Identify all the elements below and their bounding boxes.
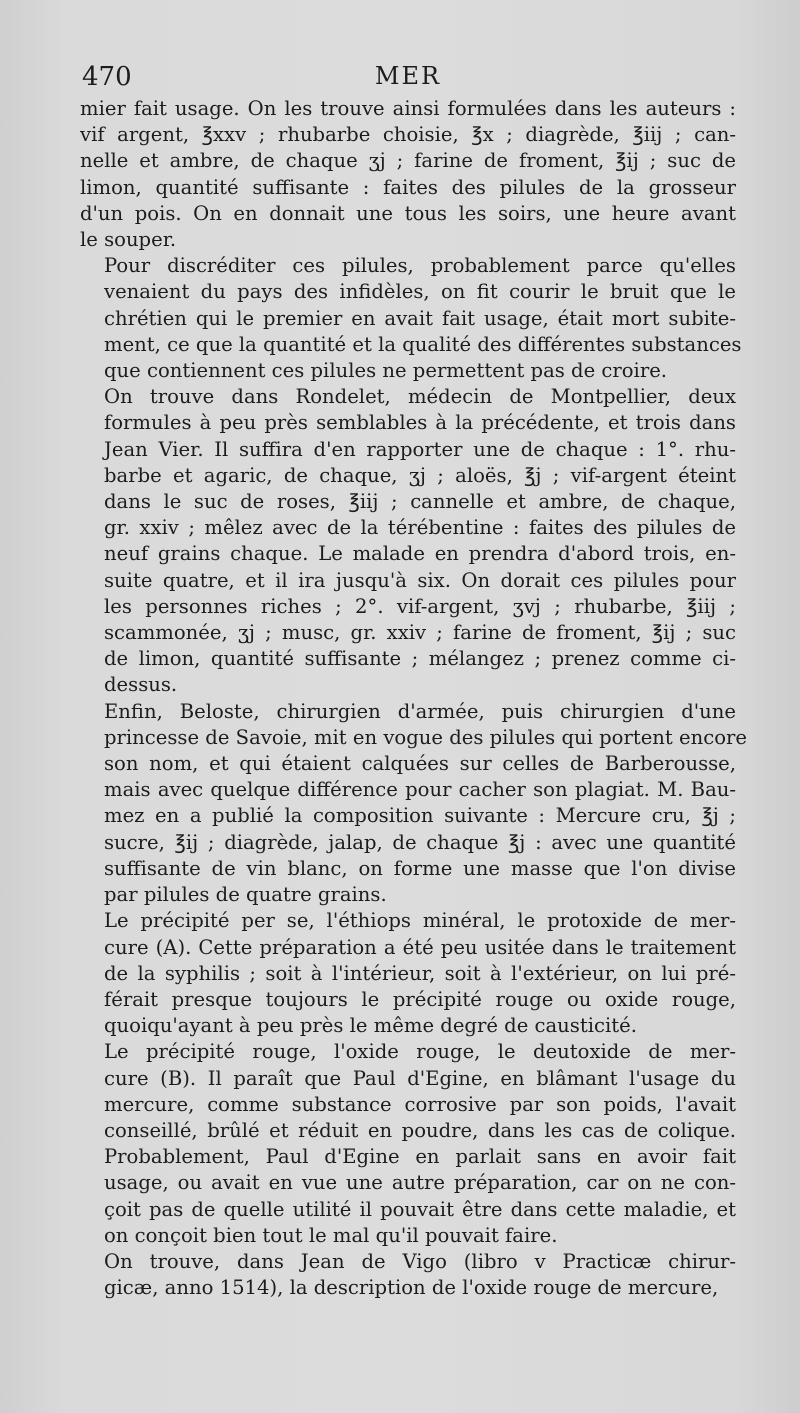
text-line: on conçoit bien tout le mal qu'il pouvait faire. — [104, 1223, 558, 1247]
text-line: mercure, comme substance corrosive par son poids, l'avait — [104, 1092, 736, 1116]
text-line: Jean Vier. Il suffira d'en rapporter une de chaque : 1°. rhu- — [104, 437, 736, 461]
paragraph — [80, 1249, 736, 1301]
text-line: suite quatre, et il ira jusqu'à six. On dorait ces pilules pour — [104, 568, 736, 592]
text-line: limon, quantité suffisante : faites des pilules de la grosseur — [80, 175, 736, 199]
page-number: 470 — [82, 62, 132, 92]
text-line: nelle et ambre, de chaque ʒj ; farine de froment, ℥ij ; suc de — [80, 149, 736, 173]
paragraph — [80, 96, 736, 253]
text-line: cure (A). Cette préparation a été peu usitée dans le traitement — [104, 935, 736, 959]
text-line: conseillé, brûlé et réduit en poudre, dans les cas de colique. — [104, 1118, 736, 1142]
paragraph — [80, 253, 742, 384]
text-line: chrétien qui le premier en avait fait usage, était mort subite- — [104, 306, 736, 330]
text-line: son nom, et qui étaient calquées sur celles de Barberousse, — [104, 752, 736, 776]
text-line: que contiennent ces pilules ne permettent pas de croire. — [104, 359, 668, 383]
text-line: scammonée, ʒj ; musc, gr. xxiv ; farine de froment, ℥ij ; suc — [104, 621, 736, 645]
text-line: On trouve dans Rondelet, médecin de Montpellier, deux — [104, 385, 736, 409]
text-line: Pour discréditer ces pilules, probablement parce qu'elles — [104, 254, 736, 278]
paragraph — [80, 384, 736, 698]
page-header — [82, 62, 734, 96]
text-line: çoit pas de quelle utilité il pouvait être dans cette maladie, et — [104, 1197, 736, 1221]
text-line: d'un pois. On en donnait une tous les soirs, une heure avant — [80, 201, 736, 225]
text-line: par pilules de quatre grains. — [104, 883, 387, 907]
text-line: barbe et agaric, de chaque, ʒj ; aloës, ℥j ; vif-argent éteint — [104, 463, 736, 487]
text-line: On trouve, dans Jean de Vigo (libro v Practicæ chirur- — [104, 1249, 736, 1273]
text-line: le souper. — [80, 228, 177, 252]
text-line: les personnes riches ; 2°. vif-argent, ʒvj ; rhubarbe, ℥iij ; — [104, 594, 736, 618]
body-text — [80, 96, 747, 1301]
paragraph — [80, 1039, 736, 1249]
text-line: quoiqu'ayant à peu près le même degré de causticité. — [104, 1014, 637, 1038]
text-line: mais avec quelque différence pour cacher son plagiat. M. Bau- — [104, 778, 736, 802]
text-line: neuf grains chaque. Le malade en prendra d'abord trois, en- — [104, 542, 736, 566]
text-line: mez en a publié la composition suivante : Mercure cru, ℥j ; — [104, 804, 736, 828]
text-line: gr. xxiv ; mêlez avec de la térébentine : faites des pilules de — [104, 516, 736, 540]
text-line: vif argent, ℥xxv ; rhubarbe choisie, ℥x ; diagrède, ℥iij ; can- — [80, 123, 736, 147]
text-line: venaient du pays des infidèles, on fit courir le bruit que le — [104, 280, 736, 304]
text-line: Probablement, Paul d'Egine en parlait sans en avoir fait — [104, 1145, 736, 1169]
text-line: princesse de Savoie, mit en vogue des pilules qui portent encore — [104, 725, 747, 749]
paragraph — [80, 908, 736, 1039]
text-line: gicæ, anno 1514), la description de l'oxide rouge de mercure, — [104, 1276, 719, 1300]
text-line: Enfin, Beloste, chirurgien d'armée, puis chirurgien d'une — [104, 699, 736, 723]
text-line: suffisante de vin blanc, on forme une masse que l'on divise — [104, 856, 736, 880]
text-line: Le précipité per se, l'éthiops minéral, le protoxide de mer- — [104, 909, 736, 933]
text-line: de limon, quantité suffisante ; mélangez ; prenez comme ci- — [104, 647, 736, 671]
text-line: usage, ou avait en vue une autre préparation, car on ne con- — [104, 1171, 736, 1195]
text-line: Le précipité rouge, l'oxide rouge, le deutoxide de mer- — [104, 1040, 736, 1064]
running-head: MER — [374, 62, 442, 90]
text-line: formules à peu près semblables à la précédente, et trois dans — [104, 411, 736, 435]
text-line: dessus. — [104, 673, 178, 697]
text-line: férait presque toujours le précipité rouge ou oxide rouge, — [104, 987, 736, 1011]
paragraph — [80, 699, 747, 909]
text-line: dans le suc de roses, ℥iij ; cannelle et ambre, de chaque, — [104, 490, 736, 514]
text-line: ment, ce que la quantité et la qualité des différentes substances — [104, 332, 742, 356]
text-line: cure (B). Il paraît que Paul d'Egine, en blâmant l'usage du — [104, 1066, 736, 1090]
text-line: mier fait usage. On les trouve ainsi formulées dans les auteurs : — [80, 97, 736, 120]
text-line: sucre, ℥ij ; diagrède, jalap, de chaque ℥j : avec une quantité — [104, 830, 736, 854]
text-line: de la syphilis ; soit à l'intérieur, soit à l'extérieur, on lui pré- — [104, 961, 736, 985]
